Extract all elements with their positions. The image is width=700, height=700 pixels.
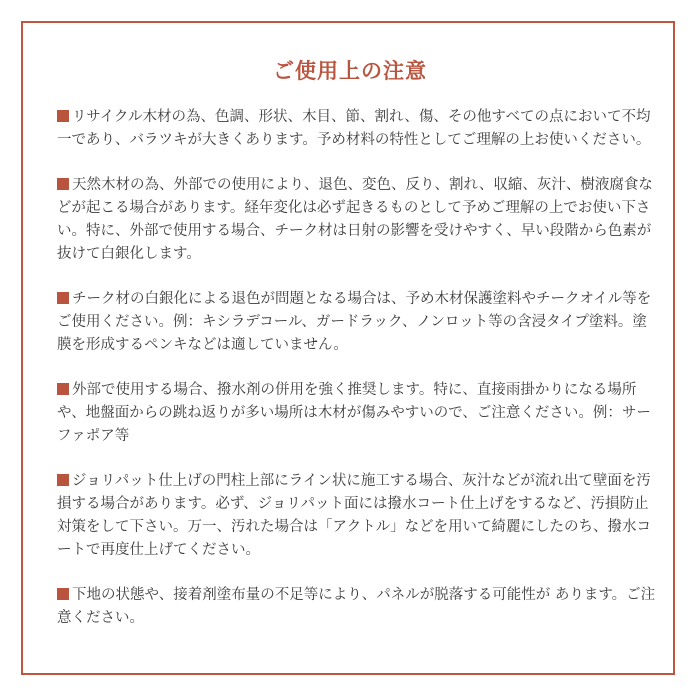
page-title: ご使用上の注意 <box>273 59 427 83</box>
note-text: ジョリパット仕上げの門柱上部にライン状に施工する場合、灰汁などが流れ出て壁面を汚損する場合があります。必ず、ジョリパット面には撥水コート仕上げをするなど、汚損防止対策をして下さい。万一、汚れた場合は「アクトル」などを用いて綺麗にしたのち、撥水コートで再度仕上げてください。 <box>57 473 652 558</box>
note-item-5 <box>57 470 657 562</box>
square-bullet-icon <box>57 588 69 600</box>
note-item-6 <box>57 584 657 630</box>
square-bullet-icon <box>57 474 69 486</box>
square-bullet-icon <box>57 110 69 122</box>
note-item-1 <box>57 106 657 152</box>
square-bullet-icon <box>57 292 69 304</box>
note-text: チーク材の白銀化による退色が問題となる場合は、予め木材保護塗料やチークオイル等をご使用ください。例：キシラデコール、ガードラック、ノンロット等の含浸タイプ塗料。塗膜を形成するペンキなどは適していません。 <box>57 291 652 353</box>
notes-list <box>57 106 657 652</box>
note-item-2 <box>57 174 657 266</box>
note-item-4 <box>57 379 657 448</box>
note-text: 下地の状態や、接着剤塗布量の不足等により、パネルが脱落する可能性が あります。ご注意ください。 <box>57 587 656 626</box>
square-bullet-icon <box>57 383 69 395</box>
note-item-3 <box>57 288 657 357</box>
note-text: リサイクル木材の為、色調、形状、木目、節、割れ、傷、その他すべての点において不均一であり、バラツキが大きくあります。予め材料の特性としてご理解の上お使いください。 <box>57 109 651 148</box>
square-bullet-icon <box>57 178 69 190</box>
note-text: 天然木材の為、外部での使用により、退色、変色、反り、割れ、収縮、灰汁、樹液腐食などが起こる場合があります。経年変化は必ず起きるものとして予めご理解の上でお使い下さい。特に、外部で使用する場合、チーク材は日射の影響を受けやすく、早い段階から色素が抜けて白銀化します。 <box>57 177 653 262</box>
note-text: 外部で使用する場合、撥水剤の併用を強く推奨します。特に、直接雨掛かりになる場所や、地盤面からの跳ね返りが多い場所は木材が傷みやすいので、ご注意ください。例：サーファポア等 <box>57 382 651 444</box>
